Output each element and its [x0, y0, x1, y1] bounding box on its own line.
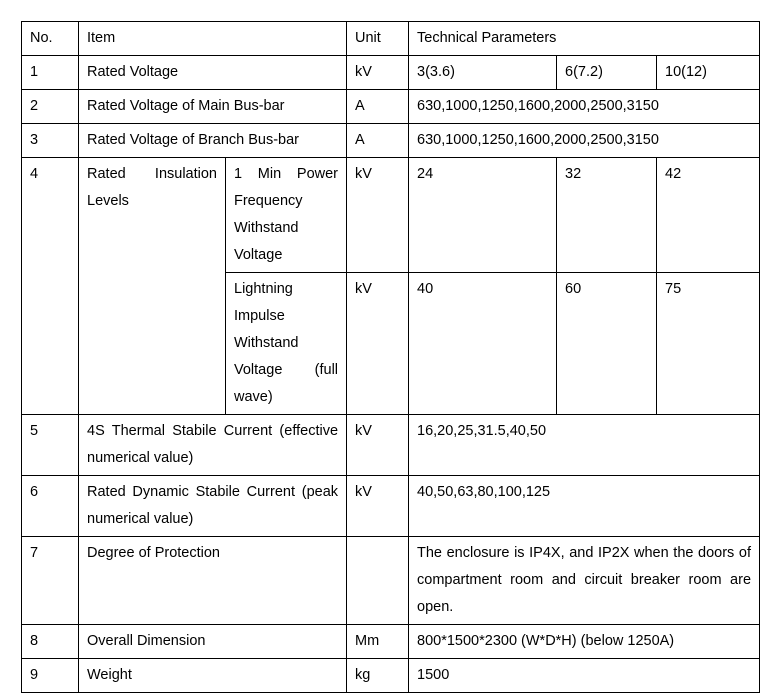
row-value: 800*1500*2300 (W*D*H) (below 1250A) [409, 625, 760, 659]
header-no: No. [22, 22, 79, 56]
row-number: 8 [22, 625, 79, 659]
row-value: 630,1000,1250,1600,2000,2500,3150 [409, 124, 760, 158]
row-number: 7 [22, 537, 79, 625]
row-value: 60 [557, 273, 657, 415]
row-item: Degree of Protection [79, 537, 347, 625]
header-item: Item [79, 22, 347, 56]
row-number: 3 [22, 124, 79, 158]
row-value: 1500 [409, 659, 760, 693]
row-value: 32 [557, 158, 657, 273]
row-value: 10(12) [657, 56, 760, 90]
table-row [22, 659, 760, 693]
header-unit: Unit [347, 22, 409, 56]
row-value: 6(7.2) [557, 56, 657, 90]
row-number: 9 [22, 659, 79, 693]
row-unit: kV [347, 56, 409, 90]
row-item: Rated Dynamic Stabile Current (peak numerical value) [79, 476, 347, 537]
table-row [22, 625, 760, 659]
row-value: 3(3.6) [409, 56, 557, 90]
row-number: 1 [22, 56, 79, 90]
row-number: 4 [22, 158, 79, 415]
row-unit [347, 537, 409, 625]
table-row [22, 56, 760, 90]
row-unit: kg [347, 659, 409, 693]
row-unit: kV [347, 476, 409, 537]
table-row [22, 124, 760, 158]
sub-item: 1 Min Power Frequency Withstand Voltage [226, 158, 347, 273]
header-technical-parameters: Technical Parameters [409, 22, 760, 56]
table-row [22, 476, 760, 537]
row-value: 40 [409, 273, 557, 415]
row-value: 42 [657, 158, 760, 273]
row-value: 75 [657, 273, 760, 415]
row-unit: kV [347, 415, 409, 476]
row-unit: Mm [347, 625, 409, 659]
spec-table-container [21, 21, 760, 693]
row-value: The enclosure is IP4X, and IP2X when the doors of compartment room and circuit breaker room are open. [409, 537, 760, 625]
technical-parameters-table [21, 21, 760, 693]
row-unit: A [347, 90, 409, 124]
sub-item: Lightning Impulse Withstand Voltage (full wave) [226, 273, 347, 415]
table-row [22, 158, 760, 273]
row-item: Rated Insulation Levels [79, 158, 226, 415]
row-unit: kV [347, 158, 409, 273]
row-value: 40,50,63,80,100,125 [409, 476, 760, 537]
row-item: Overall Dimension [79, 625, 347, 659]
table-row [22, 537, 760, 625]
row-item: 4S Thermal Stabile Current (effective numerical value) [79, 415, 347, 476]
row-item: Weight [79, 659, 347, 693]
row-number: 2 [22, 90, 79, 124]
row-item: Rated Voltage of Main Bus-bar [79, 90, 347, 124]
row-number: 6 [22, 476, 79, 537]
row-value: 16,20,25,31.5,40,50 [409, 415, 760, 476]
row-item: Rated Voltage of Branch Bus-bar [79, 124, 347, 158]
table-row [22, 415, 760, 476]
table-header-row [22, 22, 760, 56]
row-item: Rated Voltage [79, 56, 347, 90]
row-value: 630,1000,1250,1600,2000,2500,3150 [409, 90, 760, 124]
table-row [22, 90, 760, 124]
row-number: 5 [22, 415, 79, 476]
row-unit: A [347, 124, 409, 158]
row-unit: kV [347, 273, 409, 415]
row-value: 24 [409, 158, 557, 273]
